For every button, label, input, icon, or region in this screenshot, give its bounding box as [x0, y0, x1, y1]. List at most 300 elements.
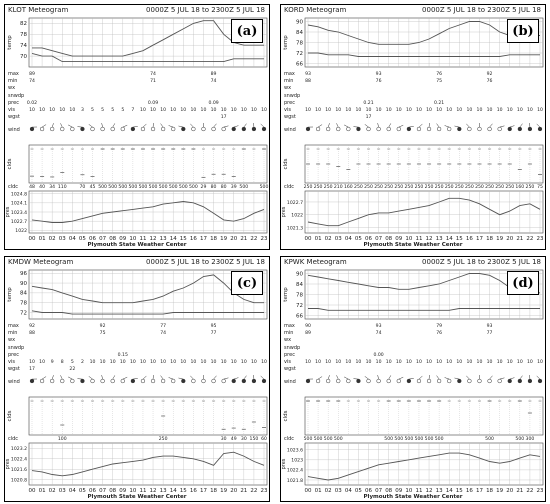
hour-tick-label: 04 — [68, 236, 76, 242]
pres-axis-label: pres — [5, 458, 11, 470]
vis-value: 10 — [405, 360, 412, 365]
wind-barb — [500, 378, 505, 379]
hour-tick-label: 02 — [48, 236, 56, 242]
row-label-prec: prec — [284, 100, 295, 106]
wind-station-symbol — [212, 379, 216, 383]
temperature-line — [32, 275, 264, 303]
row-label-snwdp: snwdp — [284, 345, 301, 351]
min-value: 74 — [160, 331, 167, 336]
row-label-max: max — [8, 323, 19, 329]
temp-tick-label: 78 — [20, 300, 27, 307]
temp-tick-label: 78 — [20, 32, 27, 39]
wind-station-symbol — [427, 379, 431, 383]
wind-barb — [42, 377, 46, 380]
wind-station-symbol — [30, 379, 34, 383]
hour-tick-label: 07 — [99, 236, 107, 242]
cldc-value: 250 — [505, 185, 515, 190]
hour-tick-label: 08 — [109, 236, 117, 242]
vis-value: 10 — [345, 360, 352, 365]
cldc-value: 250 — [414, 185, 424, 190]
hour-tick-label: 03 — [58, 488, 66, 494]
cldc-value: 500 — [434, 437, 444, 442]
row-label-wind: wind — [284, 126, 296, 133]
hour-tick-label: 04 — [344, 488, 352, 494]
cldc-value: 250 — [444, 185, 454, 190]
vis-value: 10 — [170, 108, 177, 113]
vis-value: 10 — [365, 360, 372, 365]
wind-barb — [490, 124, 493, 127]
vis-value: 10 — [375, 360, 382, 365]
cldc-value: 34 — [49, 185, 56, 190]
hour-tick-label: 23 — [260, 488, 268, 494]
vis-value: 10 — [140, 108, 146, 113]
hour-tick-label: 13 — [159, 236, 167, 242]
wind-station-symbol — [121, 379, 125, 383]
temp-tick-label: 72 — [296, 50, 303, 57]
wind-barb — [429, 375, 430, 379]
prec-value: 0.09 — [208, 101, 219, 106]
hour-tick-label: 16 — [465, 488, 473, 494]
wind-station-symbol — [387, 379, 391, 383]
vis-value: 10 — [261, 360, 267, 365]
row-label-min: min — [284, 330, 294, 336]
cldc-value: 39 — [230, 185, 237, 190]
wind-barb — [161, 376, 164, 380]
vis-value: 10 — [537, 108, 543, 113]
wind-station-symbol — [417, 127, 421, 131]
hour-tick-label: 11 — [139, 236, 147, 242]
row-label-cldc: cldc — [8, 184, 19, 190]
hour-tick-label: 17 — [475, 236, 483, 242]
vis-value: 10 — [506, 360, 513, 365]
pressure-frame — [29, 443, 267, 485]
wind-station-symbol — [336, 379, 340, 383]
row-label-snwdp: snwdp — [8, 345, 25, 351]
vis-value: 10 — [345, 108, 352, 113]
hour-tick-label: 00 — [28, 488, 36, 494]
temp-axis-label: temp — [283, 287, 289, 302]
dewpoint-line — [308, 309, 540, 311]
hour-tick-label: 12 — [149, 236, 157, 242]
vis-value: 10 — [140, 360, 146, 365]
wind-station-symbol — [252, 379, 256, 383]
cloud-frame — [305, 397, 543, 435]
wind-station-symbol — [528, 127, 532, 131]
temp-axis-label: temp — [7, 35, 13, 50]
wind-station-symbol — [457, 379, 461, 383]
vis-value: 10 — [335, 360, 342, 365]
vis-value: 10 — [315, 360, 322, 365]
temp-tick-label: 78 — [296, 40, 303, 47]
vis-value: 10 — [305, 108, 311, 113]
min-value: 77 — [210, 331, 217, 336]
wind-station-symbol — [357, 379, 361, 383]
wind-station-symbol — [508, 379, 512, 383]
cldc-value: 250 — [525, 185, 535, 190]
cldc-value: 30 — [240, 437, 247, 442]
wind-barb — [161, 124, 164, 128]
vis-value: 10 — [180, 108, 187, 113]
wind-station-symbol — [50, 379, 54, 383]
cldc-value: 250 — [485, 185, 494, 190]
temp-tick-label: 66 — [296, 313, 303, 320]
cldc-value: 500 — [333, 437, 343, 442]
max-value: 89 — [29, 72, 35, 77]
wind-station-symbol — [30, 127, 34, 131]
wind-station-symbol — [202, 379, 206, 383]
cldc-value: 500 — [239, 185, 249, 190]
hour-tick-label: 00 — [28, 236, 36, 242]
wind-station-symbol — [498, 127, 502, 131]
wind-barb — [123, 377, 127, 379]
pressure-tick-label: 1022.7 — [10, 219, 27, 225]
prec-value: 0.21 — [434, 101, 445, 106]
wind-barb — [537, 124, 540, 127]
hour-tick-label: 07 — [375, 488, 383, 494]
vis-value: 10 — [426, 360, 432, 365]
temp-tick-label: 72 — [20, 310, 27, 317]
wind-barb — [510, 126, 515, 127]
vis-value: 5 — [91, 108, 94, 113]
cldc-value: 500 — [485, 437, 494, 442]
hour-tick-label: 18 — [210, 488, 218, 494]
wind-station-symbol — [417, 379, 421, 383]
hour-tick-label: 20 — [506, 488, 514, 494]
vis-value: 10 — [355, 360, 362, 365]
wind-station-symbol — [40, 127, 44, 131]
cloud-frame — [305, 145, 543, 183]
vis-value: 10 — [39, 360, 46, 365]
row-label-max: max — [8, 71, 19, 77]
hour-tick-label: 15 — [179, 488, 187, 494]
wind-station-symbol — [447, 379, 451, 383]
cldc-value: 49 — [230, 437, 237, 442]
cloud-frame — [29, 397, 267, 435]
hour-tick-label: 11 — [415, 236, 423, 242]
hour-tick-label: 15 — [455, 488, 463, 494]
hour-tick-label: 14 — [445, 236, 453, 242]
row-label-snwdp: snwdp — [8, 93, 25, 99]
vis-value: 10 — [526, 108, 533, 113]
vis-value: 10 — [220, 360, 227, 365]
cldc-value: 70 — [79, 185, 86, 190]
clds-axis-label: clds — [7, 410, 13, 422]
wind-station-symbol — [467, 379, 471, 383]
cldc-value: 500 — [98, 185, 107, 190]
cldc-value: 250 — [424, 185, 434, 190]
wind-station-symbol — [151, 127, 155, 131]
vis-value: 10 — [426, 108, 432, 113]
cldc-value: 100 — [57, 437, 67, 442]
cldc-value: 30 — [220, 437, 227, 442]
pressure-tick-label: 1020.8 — [10, 478, 27, 484]
wind-barb — [328, 123, 329, 127]
wind-station-symbol — [81, 127, 85, 131]
row-label-min: min — [8, 78, 18, 84]
cldc-value: 160 — [343, 185, 353, 190]
vis-value: 5 — [111, 108, 115, 113]
wind-station-symbol — [131, 127, 135, 131]
cldc-value: 160 — [515, 185, 525, 190]
panel-title: KORD Meteogram — [284, 6, 347, 14]
hour-tick-label: 22 — [250, 236, 258, 242]
pressure-tick-label: 1022.4 — [286, 468, 303, 474]
hour-tick-label: 00 — [304, 488, 312, 494]
row-label-min: min — [284, 78, 294, 84]
wind-barb — [318, 125, 322, 128]
wind-station-symbol — [306, 379, 310, 383]
max-value: 92 — [29, 324, 35, 329]
prec-value: 0.21 — [363, 101, 374, 106]
wind-barb — [429, 123, 430, 127]
vis-value: 10 — [250, 108, 257, 113]
wind-barb — [328, 375, 329, 379]
wgst-value: 17 — [220, 115, 227, 120]
row-label-vis: vis — [8, 107, 15, 113]
vis-value: 10 — [240, 108, 247, 113]
pressure-frame — [305, 443, 543, 485]
temp-tick-label: 70 — [20, 53, 27, 60]
cldc-value: 45 — [89, 185, 96, 190]
hour-tick-label: 16 — [465, 236, 473, 242]
wind-barb — [520, 124, 523, 127]
row-label-cldc: cldc — [284, 184, 295, 190]
hour-tick-label: 07 — [375, 236, 383, 242]
wind-barb — [102, 375, 103, 379]
vis-value: 10 — [486, 360, 493, 365]
wind-barb — [89, 124, 93, 127]
cldc-value: 75 — [537, 185, 543, 190]
wind-station-symbol — [326, 127, 330, 131]
hour-tick-label: 16 — [189, 488, 197, 494]
hour-tick-label: 01 — [38, 236, 46, 242]
row-label-wind: wind — [8, 378, 20, 385]
row-label-wgst: wgst — [284, 114, 296, 120]
temp-tick-label: 90 — [296, 271, 303, 278]
wind-barb — [466, 124, 469, 127]
cldc-value: 250 — [384, 185, 394, 190]
footer-credit: Plymouth State Weather Center — [87, 494, 187, 500]
pressure-tick-label: 1024.1 — [10, 201, 27, 207]
hour-tick-label: 05 — [354, 488, 362, 494]
wind-barb — [113, 375, 115, 379]
wind-barb — [169, 378, 174, 380]
wind-barb — [169, 126, 174, 128]
hour-tick-label: 09 — [119, 488, 127, 494]
wind-station-symbol — [478, 127, 482, 131]
vis-value: 10 — [69, 108, 76, 113]
wind-barb — [68, 125, 72, 127]
panel-period: 0000Z 5 JUL 18 to 2300Z 5 JUL 18 — [146, 6, 265, 14]
cldc-value: 250 — [374, 185, 383, 190]
cldc-value: 210 — [333, 185, 343, 190]
wind-barb — [445, 126, 450, 128]
wind-station-symbol — [161, 379, 165, 383]
clds-axis-label: clds — [7, 158, 13, 170]
temp-tick-label: 74 — [20, 43, 27, 50]
wind-barb — [318, 377, 322, 380]
hour-tick-label: 21 — [240, 488, 248, 494]
vis-value: 7 — [131, 108, 135, 113]
wind-station-symbol — [437, 379, 441, 383]
temperature-line — [308, 22, 540, 45]
min-value: 74 — [29, 79, 35, 84]
hour-tick-label: 14 — [445, 488, 453, 494]
vis-value: 10 — [129, 360, 136, 365]
hour-tick-label: 19 — [220, 488, 228, 494]
wind-barb — [344, 125, 348, 127]
wind-barb — [224, 378, 229, 379]
max-value: 93 — [305, 72, 311, 77]
hour-tick-label: 23 — [536, 488, 544, 494]
max-value: 76 — [436, 72, 443, 77]
temp-tick-label: 84 — [296, 281, 303, 288]
vis-value: 8 — [60, 360, 64, 365]
vis-value: 10 — [29, 360, 35, 365]
meteogram-panel-d — [280, 256, 546, 502]
hour-tick-label: 20 — [506, 236, 514, 242]
hour-tick-label: 10 — [129, 488, 137, 494]
wind-station-symbol — [478, 379, 482, 383]
wind-barb — [336, 123, 338, 127]
wind-barb — [490, 376, 493, 379]
panel-label: (b) — [507, 19, 539, 43]
wind-station-symbol — [367, 379, 371, 383]
cloud-frame — [29, 145, 267, 183]
wgst-value: 17 — [365, 115, 372, 120]
wind-station-symbol — [212, 127, 216, 131]
cldc-value: 250 — [313, 185, 323, 190]
min-value: 74 — [375, 331, 382, 336]
vis-value: 10 — [240, 360, 247, 365]
footer-credit: Plymouth State Weather Center — [363, 242, 463, 248]
hour-tick-label: 22 — [250, 488, 258, 494]
vis-value: 10 — [416, 108, 422, 113]
max-value: 77 — [160, 324, 167, 329]
vis-value: 10 — [200, 108, 207, 113]
wind-station-symbol — [326, 379, 330, 383]
wind-station-symbol — [60, 127, 64, 131]
wind-barb — [389, 375, 391, 379]
hour-tick-label: 08 — [109, 488, 117, 494]
wind-station-symbol — [181, 127, 185, 131]
max-value: 93 — [375, 324, 382, 329]
wind-barb — [399, 377, 403, 379]
cldc-value: 150 — [249, 437, 259, 442]
cldc-value: 250 — [495, 185, 505, 190]
prec-value: 0.09 — [147, 101, 159, 106]
panel-period: 0000Z 5 JUL 18 to 2300Z 5 JUL 18 — [146, 258, 265, 266]
hour-tick-label: 20 — [230, 236, 238, 242]
wind-station-symbol — [306, 127, 310, 131]
hour-tick-label: 04 — [68, 488, 76, 494]
hour-tick-label: 23 — [536, 236, 544, 242]
cldc-value: 250 — [303, 185, 313, 190]
wind-barb — [389, 123, 391, 127]
hour-tick-label: 01 — [38, 488, 46, 494]
temp-tick-label: 96 — [20, 271, 27, 278]
vis-value: 3 — [80, 108, 84, 113]
hour-tick-label: 18 — [486, 236, 494, 242]
cldc-value: 500 — [158, 185, 168, 190]
hour-tick-label: 21 — [516, 236, 524, 242]
cldc-value: 250 — [475, 185, 484, 190]
temp-axis-label: temp — [283, 35, 289, 50]
wind-barb — [244, 376, 247, 379]
temp-tick-label: 78 — [296, 292, 303, 299]
max-value: 74 — [150, 72, 156, 77]
vis-value: 10 — [220, 108, 227, 113]
cldc-value: 500 — [189, 185, 198, 190]
vis-value: 10 — [89, 360, 96, 365]
row-label-cldc: cldc — [8, 436, 19, 442]
wind-station-symbol — [407, 379, 411, 383]
hour-tick-label: 18 — [210, 236, 218, 242]
wind-barb — [437, 124, 440, 128]
hour-tick-label: 06 — [365, 236, 373, 242]
vis-value: 10 — [436, 108, 443, 113]
row-label-min: min — [8, 330, 18, 336]
vis-value: 10 — [395, 108, 402, 113]
wind-barb — [336, 375, 338, 379]
wind-station-symbol — [367, 127, 371, 131]
meteogram-panel-c — [4, 256, 270, 502]
max-value: 93 — [375, 72, 382, 77]
hour-tick-label: 13 — [435, 488, 443, 494]
wind-station-symbol — [141, 127, 145, 131]
pressure-tick-label: 1021.3 — [286, 226, 303, 232]
hour-tick-label: 02 — [324, 488, 332, 494]
vis-value: 5 — [70, 360, 74, 365]
vis-value: 10 — [119, 360, 126, 365]
wind-station-symbol — [161, 127, 165, 131]
wind-barb — [143, 376, 146, 379]
vis-value: 10 — [325, 360, 332, 365]
pressure-tick-label: 1021.8 — [286, 478, 303, 484]
vis-value: 10 — [150, 360, 156, 365]
vis-value: 10 — [486, 108, 493, 113]
hour-tick-label: 18 — [486, 488, 494, 494]
wind-barb — [244, 124, 247, 127]
hour-tick-label: 16 — [189, 236, 197, 242]
temperature-line — [308, 274, 540, 293]
wind-barb — [365, 376, 369, 379]
vis-value: 10 — [476, 108, 483, 113]
hour-tick-label: 10 — [129, 236, 137, 242]
wind-station-symbol — [171, 379, 175, 383]
wind-station-symbol — [518, 379, 522, 383]
wind-station-symbol — [518, 127, 522, 131]
wind-station-symbol — [252, 127, 256, 131]
max-value: 89 — [210, 72, 217, 77]
wind-station-symbol — [242, 127, 246, 131]
cldc-value: 110 — [57, 185, 67, 190]
wind-barb — [520, 376, 523, 379]
wind-station-symbol — [70, 379, 74, 383]
max-value: 93 — [486, 324, 493, 329]
vis-value: 10 — [49, 108, 56, 113]
wind-station-symbol — [191, 127, 195, 131]
panel-title: KLOT Meteogram — [8, 6, 69, 14]
wind-station-symbol — [357, 127, 361, 131]
hour-tick-label: 01 — [314, 488, 322, 494]
cldc-value: 500 — [313, 437, 323, 442]
hour-tick-label: 06 — [365, 488, 373, 494]
wind-barb — [234, 378, 239, 379]
min-value: 76 — [436, 331, 443, 336]
hour-tick-label: 02 — [48, 488, 56, 494]
vis-value: 10 — [200, 360, 207, 365]
